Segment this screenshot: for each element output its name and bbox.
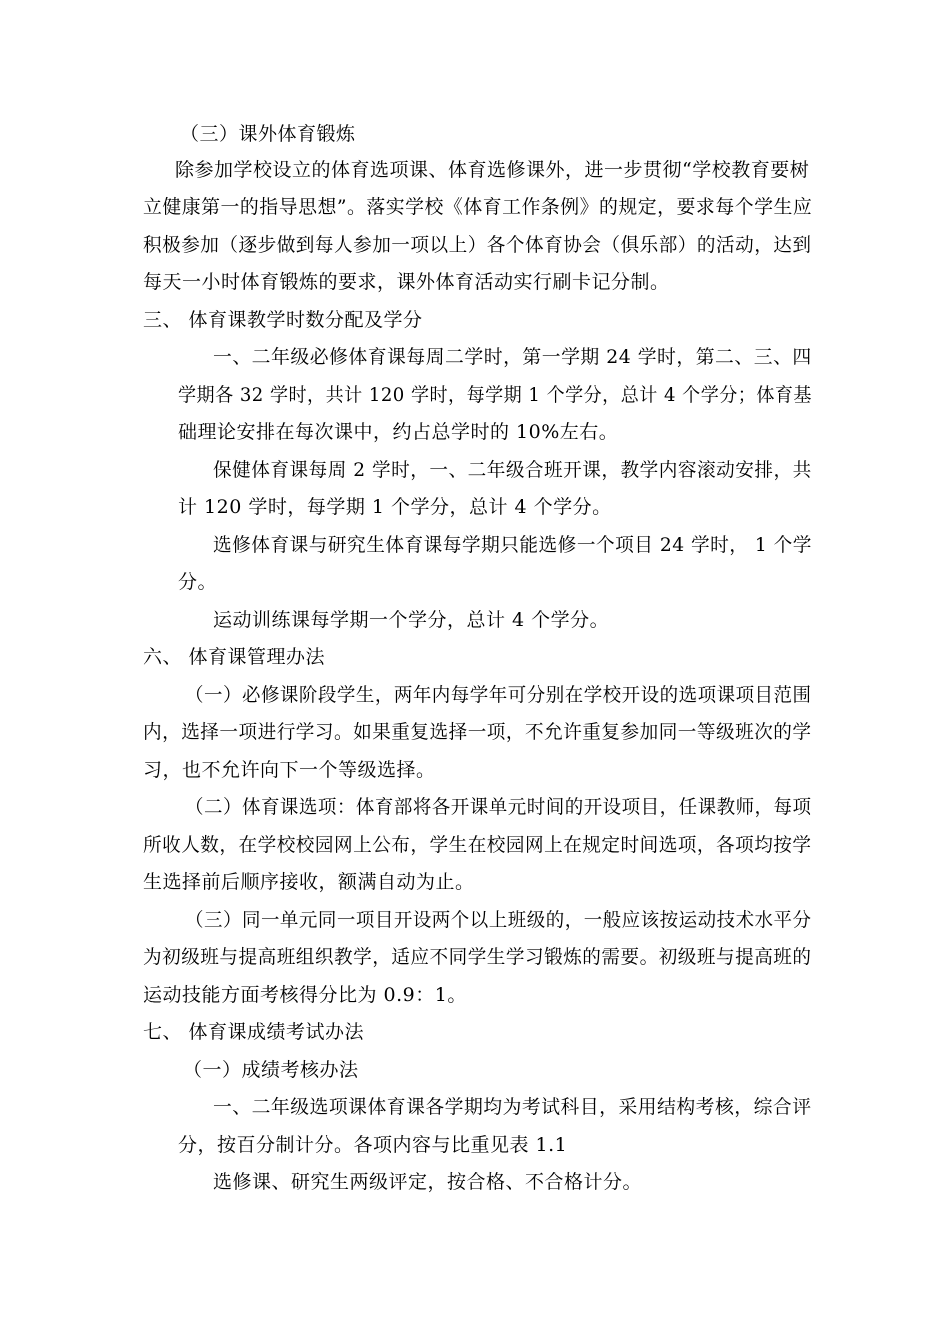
paragraph-line: 选修课、研究生两级评定，按合格、不合格计分。 [213,1171,643,1193]
paragraph-line: 习，也不允许向下一个等级选择。 [143,759,436,781]
paragraph-line: 一、二年级必修体育课每周二学时，第一学期 24 学时，第二、三、四 [213,346,812,368]
paragraph-line: 学期各 32 学时，共计 120 学时，每学期 1 个学分，总计 4 个学分；体育基 [178,384,812,406]
paragraph-line: 所收人数，在学校校园网上公布，学生在校园网上在规定时间选项，各项均按学 [143,834,812,856]
paragraph-line: （二）体育课选项：体育部将各开课单元时间的开设项目，任课教师，每项 [185,796,812,818]
paragraph-line: 保健体育课每周 2 学时，一、二年级合班开课，教学内容滚动安排，共 [213,459,812,481]
paragraph-line: （三）同一单元同一项目开设两个以上班级的，一般应该按运动技术水平分 [185,909,812,931]
subsection-heading-assessment: （一）成绩考核办法 [183,1059,359,1081]
paragraph-line: 内，选择一项进行学习。如果重复选择一项，不允许重复参加同一等级班次的学 [143,721,812,743]
paragraph-line: 分。 [178,571,218,593]
paragraph-line: 每天一小时体育锻炼的要求，课外体育活动实行刷卡记分制。 [143,271,670,293]
section-heading-six: 六、 体育课管理办法 [143,646,326,668]
subsection-heading-extracurricular: （三）课外体育锻炼 [180,123,356,145]
paragraph-line: 积极参加（逐步做到每人参加一项以上）各个体育协会（俱乐部）的活动，达到 [143,234,812,256]
paragraph-line: 计 120 学时，每学期 1 个学分，总计 4 个学分。 [178,496,612,518]
paragraph-line: 生选择前后顺序接收，额满自动为止。 [143,871,475,893]
section-heading-three: 三、 体育课教学时数分配及学分 [143,309,423,331]
paragraph-line: 除参加学校设立的体育选项课、体育选修课外，进一步贯彻“学校教育要树 [175,159,810,181]
paragraph-line: 一、二年级选项课体育课各学期均为考试科目，采用结构考核，综合评 [213,1096,812,1118]
paragraph-line: 础理论安排在每次课中，约占总学时的 10%左右。 [178,421,619,443]
paragraph-line: 选修体育课与研究生体育课每学期只能选修一个项目 24 学时， 1 个学 [213,534,812,556]
paragraph-line: 运动技能方面考核得分比为 0.9：1。 [143,984,467,1006]
paragraph-line: 立健康第一的指导思想”。落实学校《体育工作条例》的规定，要求每个学生应 [143,196,813,218]
paragraph-line: （一）必修课阶段学生，两年内每学年可分别在学校开设的选项课项目范围 [185,684,812,706]
paragraph-line: 分，按百分制计分。各项内容与比重见表 1.1 [178,1134,568,1156]
paragraph-line: 为初级班与提高班组织教学，适应不同学生学习锻炼的需要。初级班与提高班的 [143,946,812,968]
paragraph-line: 运动训练课每学期一个学分，总计 4 个学分。 [213,609,610,631]
section-heading-seven: 七、 体育课成绩考试办法 [143,1021,365,1043]
